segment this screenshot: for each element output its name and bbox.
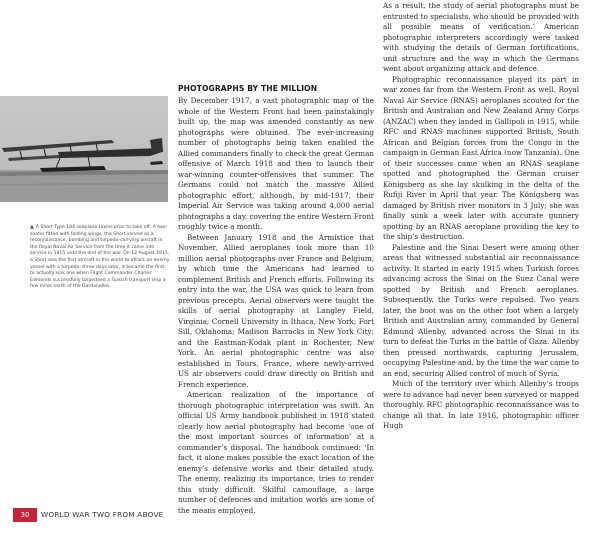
page-footer bbox=[0, 508, 600, 522]
running-head: WORLD WAR TWO FROM ABOVE bbox=[41, 510, 164, 519]
paragraph: As a result, the study of aerial photographs must be entrusted to specialists, who should be provided with all possible means of verification.’ American photographic interpreters accordingly were tasked with studying the details of German fortifications, unit structure and the way in which the Germans went about organizing attack and defence. bbox=[383, 1, 579, 73]
caption-triangle-icon: ▲ bbox=[30, 224, 34, 230]
paragraph: Much of the territory over which Allenby’s troops were to advance had never been surveyed or mapped thoroughly. RFC photographic reconnaissance was to change all that. In late 1916, photographic officer Hugh bbox=[383, 379, 579, 430]
article-column-1 bbox=[178, 96, 374, 516]
seaplane-photo bbox=[0, 96, 168, 202]
seaplane-photo-drawing bbox=[0, 96, 168, 202]
caption-text: A Short Type 184 seaplane taxies prior to take off. A two-seater fitted with folding wings, the Short served as a reconnaissance, bombing and torpedo-carrying aircraft in the Royal Naval Air Service from the time it came into service in 1915 until the end of the war. On 12 August 1915, a Short was the first aircraft in the world to attack an enemy vessel with a torpedo; three days later, it became the first to actually sink one when Flight Commander Charles Edmonds successfully torpedoed a Turkish transport ship a few miles north of the Dardanelles. bbox=[30, 225, 170, 290]
paragraph: Between January 1918 and the Armistice that November, Allied aeroplanes took more than 10 million aerial photographs over France and Belgium, by which time the Americans had learned to complement British and French efforts. Following its entry into the war, the USA was quick to learn from previous precepts. Aerial observers were taught the skills of aerial photography at Langley Field, Virginia; Cornell University in Ithaca, New York; Fort Sill, Oklahoma; Madison Barracks in New York City; and the Eastman-Kodak plant in Rochester, New York. An aerial photographic centre was also established in Tours, France, where newly-arrived US air observers could draw directly on British and French experience. bbox=[178, 232, 374, 389]
paragraph: By December 1917, a vast photographic map of the whole of the Western Front had been painstakingly built up, the map was amended constantly as new photographs were obtained. The ever-increasing number of photographs being taken enabled the Allied commanders finally to check the great German offensive of March 1918 and then to launch their war-winning counter-offensives that summer. The Germans could not match the massive Allied photographic effort, although, by mid-1917, their Imperial Air Service was taking around 4,000 aerial photographs a day, covering the entire Western Front roughly twice a month. bbox=[178, 96, 374, 231]
article-column-2 bbox=[383, 1, 579, 432]
photo-caption bbox=[30, 224, 170, 291]
page-number: 30 bbox=[13, 508, 37, 522]
paragraph: American realization of the importance of thorough photographic interpretation was swift. An official US Army handbook published in 1918 stated clearly how aerial photography had become ‘one of the most important sources of information’ at a commander’s disposal. The handbook continued: ‘In fact, it alone makes possible the exact location of the enemy’s defensive works and their detailed study. The enemy, realizing its importance, tries to render this study difficult. Skilful camouflage, a large number of defences and imitation works are some of the means employed. bbox=[178, 390, 374, 515]
paragraph: Photographic reconnaissance played its part in war zones far from the Western Front as well. Royal Naval Air Service (RNAS) aeroplanes scouted for the British and Australian and New Zealand Army Corps (ANZAC) when they landed in Gallipoli in 1915, while RFC and RNAS machines supported British, South African and Belgian forces from the Congo in the campaign in German East Africa (now Tanzania). One of their successes came when an RNAS seaplane spotted and photographed the German cruiser Königsberg as she lay skulking in the delta of the Rufiji River in April that year. The Königsberg was damaged by British river monitors in 3 July; she was finally sunk a week later with accurate gunnery spotting by an RNAS aeroplane providing the key to the ship’s destruction. bbox=[383, 74, 579, 241]
paragraph: Palestine and the Sinai Desert were among other areas that witnessed substantial air reconnaissance activity. It started in early 1915 when Turkish forces advancing across the Sinai on the Suez Canal were spotted by British and French aeroplanes. Subsequently, the Turks were repulsed. Two years later, the boot was on the other foot when a largely British and Australian army, commanded by General Edmund Allenby, advanced across the Sinai in its turn to defeat the Turks in the battle of Gaza. Allenby then pressed northwards, capturing Jerusalem, occupying Palestine and, by the time the war came to an end, securing Allied control of much of Syria. bbox=[383, 242, 579, 378]
article-heading: PHOTOGRAPHS BY THE MILLION bbox=[178, 84, 318, 93]
